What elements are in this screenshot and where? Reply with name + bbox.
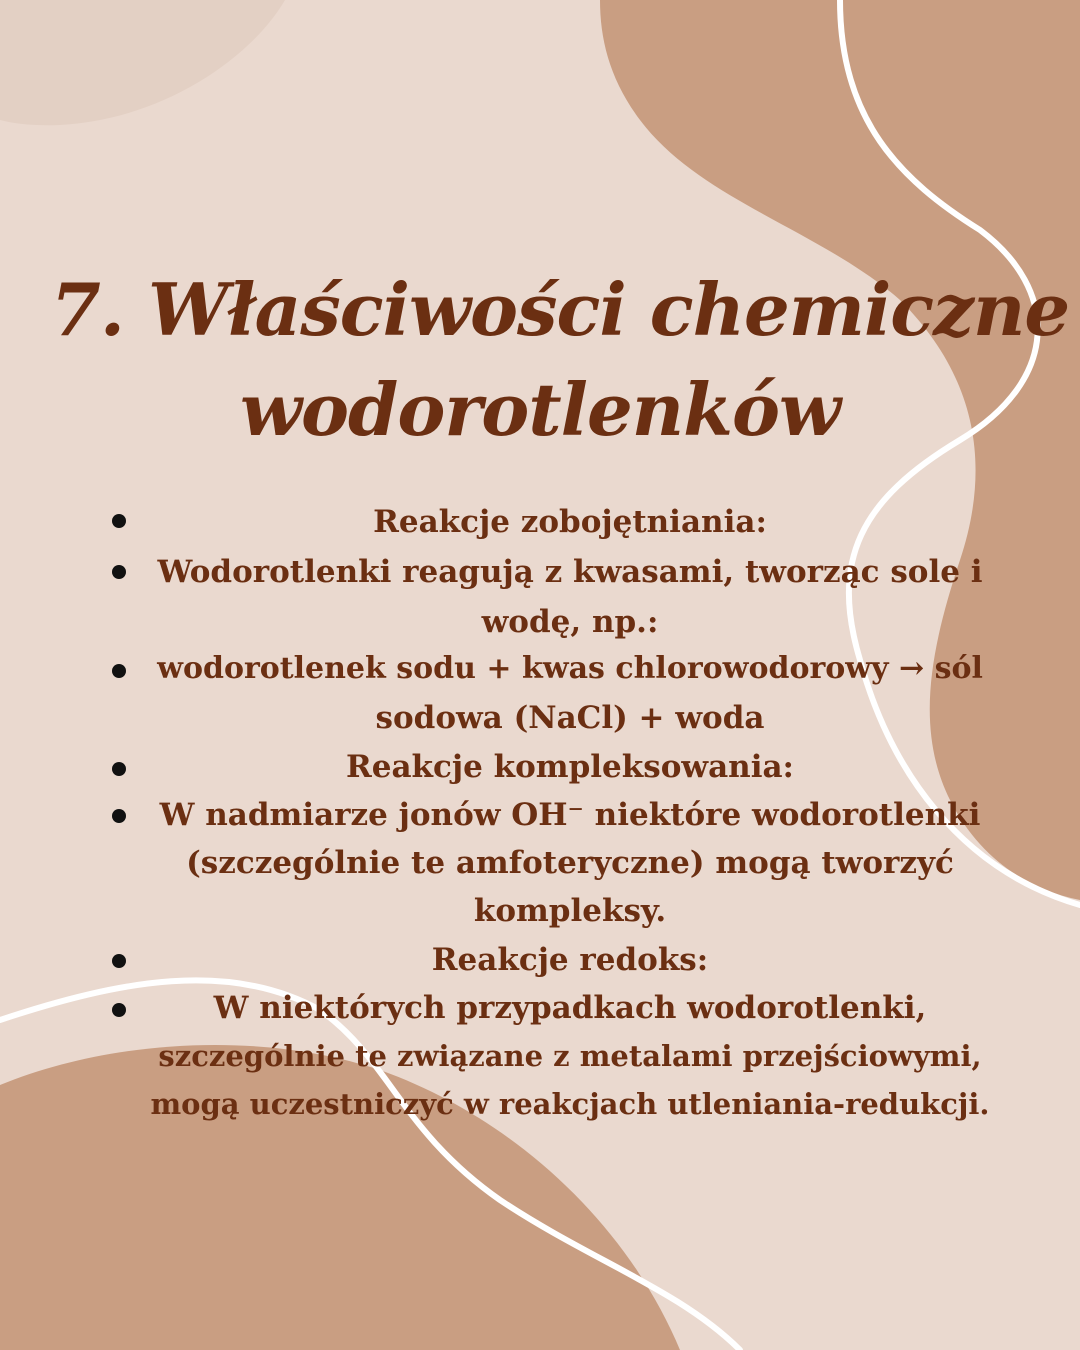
text-line: kompleksy.: [473, 893, 667, 929]
text-line: wodorotlenek sodu + kwas chlorowodorowy → sól: [157, 651, 983, 686]
text-line: wodę, np.:: [481, 604, 659, 640]
bottom-left-blob: [0, 1045, 680, 1350]
text-line: mogą uczestniczyć w reakcjach utleniania-redukcji.: [150, 1087, 990, 1121]
page-title-line-2: wodorotlenków: [240, 367, 840, 452]
top-left-blob: [0, 0, 285, 125]
text-line: Reakcje redoks:: [431, 942, 709, 978]
text-line: Reakcje kompleksowania:: [345, 749, 795, 785]
text-line: szczególnie te związane z metalami przejściowymi,: [158, 1039, 982, 1073]
text-line: (szczególnie te amfoteryczne) mogą tworzyć: [186, 845, 954, 881]
text-line: Reakcje zobojętniania:: [373, 504, 767, 540]
text-line: Wodorotlenki reagują z kwasami, tworząc sole i: [157, 554, 983, 590]
text-line: W nadmiarze jonów OH⁻ niektóre wodorotlenki: [159, 797, 981, 833]
text-line: W niektórych przypadkach wodorotlenki,: [213, 990, 927, 1026]
page-title-line-1: 7. Właściwości chemiczne: [50, 267, 1070, 352]
text-line: sodowa (NaCl) + woda: [375, 700, 765, 736]
